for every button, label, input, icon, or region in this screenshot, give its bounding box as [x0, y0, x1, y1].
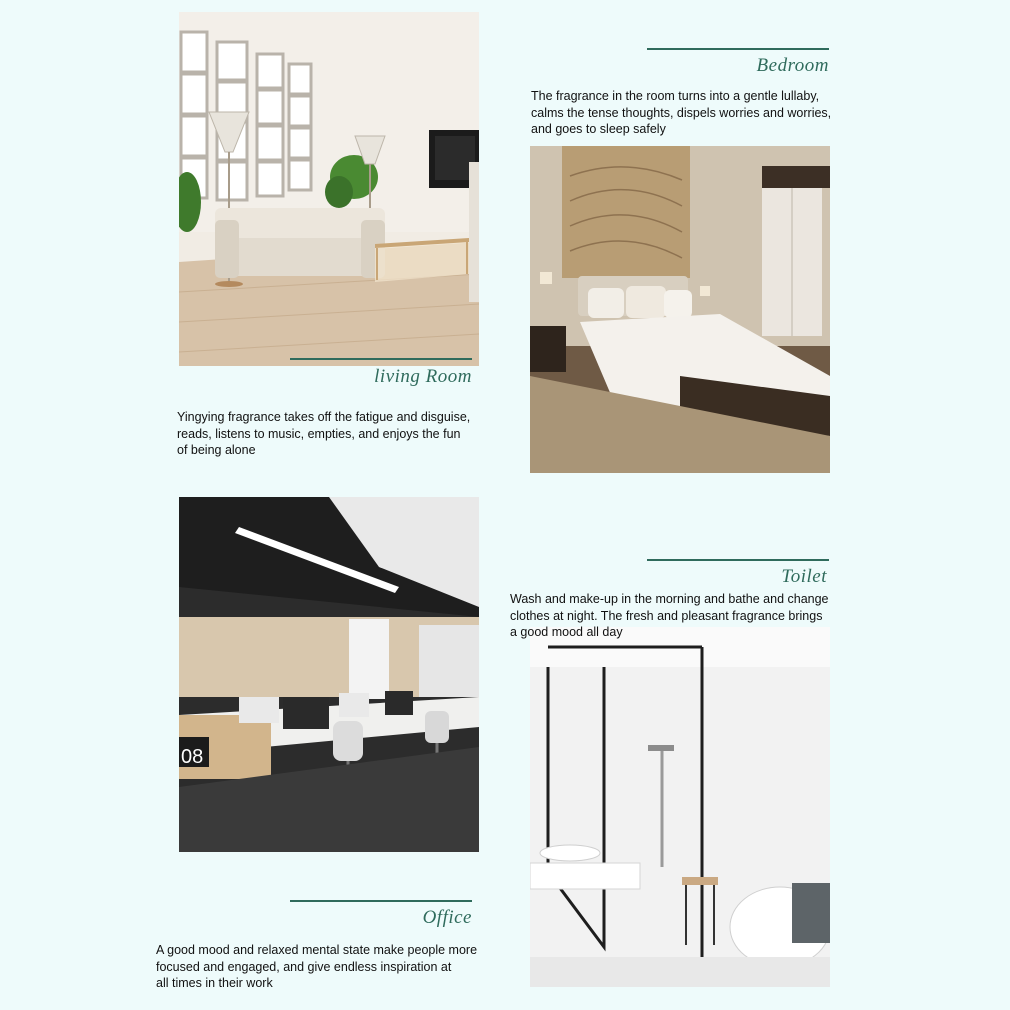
toilet-description — [510, 591, 829, 641]
description-line: The fragrance in the room turns into a gentle lullaby, — [531, 89, 820, 103]
office-rule — [290, 900, 472, 902]
desk-number-label: 08 — [181, 746, 204, 768]
office-photo — [179, 497, 479, 852]
office-description — [156, 942, 477, 992]
description-line: focused and engaged, and give endless inspiration at — [156, 959, 452, 974]
living-room-rule — [290, 358, 472, 360]
description-line: all times in their work — [156, 976, 273, 990]
description-line: of being alone — [177, 443, 256, 457]
bedroom-description — [531, 88, 831, 138]
bedroom-title: Bedroom — [756, 55, 829, 76]
description-line: clothes at night. The fresh and pleasant fragrance brings — [510, 608, 823, 623]
description-line: Wash and make-up in the morning and bathe and change — [510, 592, 829, 606]
bedroom-rule — [647, 48, 829, 50]
description-line: reads, listens to music, empties, and enjoys the fun — [177, 426, 461, 441]
toilet-title: Toilet — [781, 566, 827, 587]
toilet-photo — [530, 627, 830, 987]
description-line: Yingying fragrance takes off the fatigue and disguise, — [177, 410, 471, 424]
living-room-title: living Room — [374, 366, 472, 387]
toilet-rule — [647, 559, 829, 561]
description-line: a good mood all day — [510, 625, 623, 639]
living-room-photo — [179, 12, 479, 366]
description-line: A good mood and relaxed mental state make people more — [156, 943, 478, 957]
description-line: and goes to sleep safely — [531, 122, 666, 136]
description-line: calms the tense thoughts, dispels worries and worries, — [531, 105, 832, 120]
office-title: Office — [422, 907, 472, 928]
living-room-description — [177, 409, 470, 459]
bedroom-photo — [530, 146, 830, 473]
